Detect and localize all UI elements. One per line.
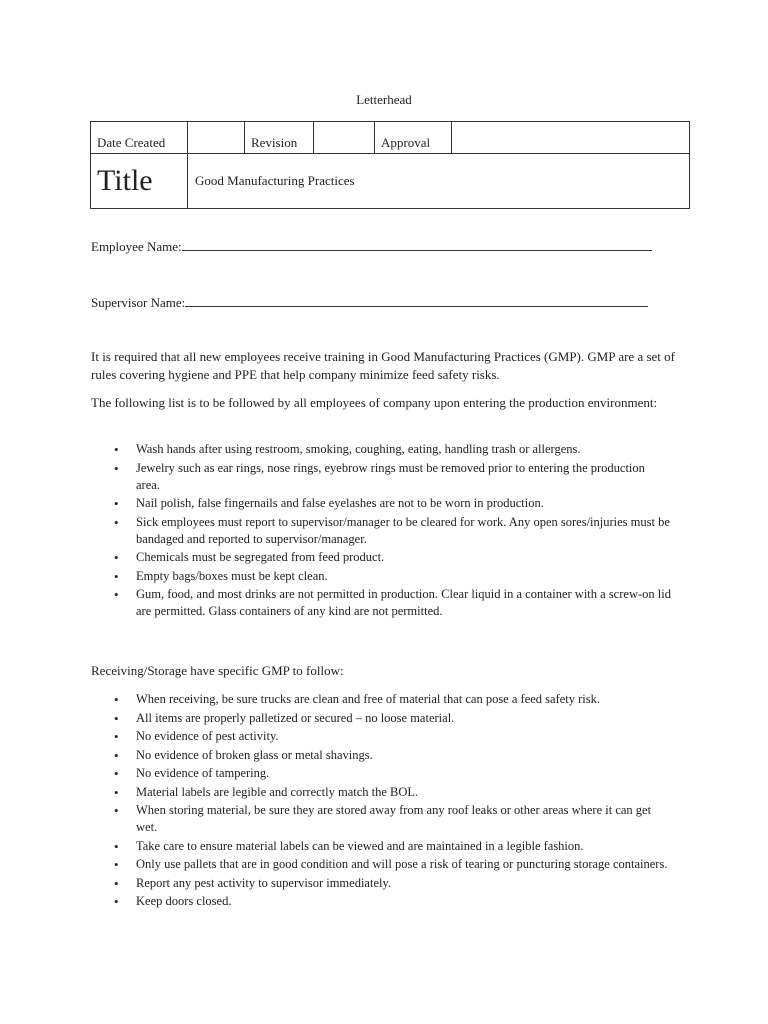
list-intro-paragraph: The following list is to be followed by all employees of company upon entering the production environment: bbox=[91, 395, 658, 410]
receiving-rule-item: • No evidence of broken glass or metal shavings. bbox=[91, 747, 671, 764]
employee-name-field bbox=[91, 238, 652, 255]
receiving-rule-item: • When receiving, be sure trucks are clean and free of material that can pose a feed safety risk. bbox=[91, 691, 671, 708]
receiving-rule-item: • Take care to ensure material labels can be viewed and are maintained in a legible fashion. bbox=[91, 838, 671, 855]
receiving-rule-item: • Material labels are legible and correctly match the BOL. bbox=[91, 784, 671, 801]
title-label: Title bbox=[91, 153, 188, 209]
general-rule-item: • Jewelry such as ear rings, nose rings, eyebrow rings must be removed prior to entering the production area. bbox=[91, 460, 671, 494]
header-table bbox=[90, 121, 690, 209]
general-rule-item: • Chemicals must be segregated from feed product. bbox=[91, 549, 671, 566]
receiving-rule-item: • No evidence of tampering. bbox=[91, 765, 671, 782]
employee-name-label: Employee Name: bbox=[91, 239, 182, 254]
general-rule-item: • Gum, food, and most drinks are not permitted in production. Clear liquid in a container with a screw-on lid are permitted. Glass containers of any kind are not permitted. bbox=[91, 586, 671, 620]
revision-value bbox=[314, 122, 374, 153]
revision-label: Revision bbox=[251, 135, 298, 150]
letterhead: Letterhead bbox=[356, 92, 412, 107]
general-rule-item: • Wash hands after using restroom, smoking, coughing, eating, handling trash or allergens. bbox=[91, 441, 671, 458]
approval-value bbox=[452, 122, 689, 153]
date-created-value bbox=[188, 122, 244, 153]
receiving-rule-item: • When storing material, be sure they are stored away from any roof leaks or other areas where it can get wet. bbox=[91, 802, 671, 836]
general-rules-list bbox=[91, 441, 671, 622]
employee-name-line[interactable] bbox=[182, 238, 652, 251]
receiving-rule-item: • Report any pest activity to supervisor immediately. bbox=[91, 875, 671, 892]
title-value: Good Manufacturing Practices bbox=[195, 173, 355, 188]
supervisor-name-label: Supervisor Name: bbox=[91, 295, 186, 310]
receiving-rule-item: • Keep doors closed. bbox=[91, 893, 671, 910]
receiving-intro-paragraph: Receiving/Storage have specific GMP to follow: bbox=[91, 663, 344, 678]
receiving-rule-item: • No evidence of pest activity. bbox=[91, 728, 671, 745]
header-row-meta bbox=[91, 122, 689, 154]
approval-label: Approval bbox=[381, 135, 431, 150]
supervisor-name-line[interactable] bbox=[185, 294, 648, 307]
general-rule-item: • Sick employees must report to supervisor/manager to be cleared for work. Any open sores/injuries must be bandaged and reported to supervisor/manager. bbox=[91, 514, 671, 548]
receiving-rule-item: • Only use pallets that are in good condition and will pose a risk of tearing or puncturing storage containers. bbox=[91, 856, 671, 873]
intro-paragraph: It is required that all new employees receive training in Good Manufacturing Practices (GMP). GMP are a set of rules covering hygiene and PPE that help company minimize feed safety risks. bbox=[91, 349, 675, 382]
general-rule-item: • Empty bags/boxes must be kept clean. bbox=[91, 568, 671, 585]
header-row-title bbox=[91, 153, 689, 209]
date-created-label: Date Created bbox=[97, 135, 166, 150]
receiving-rule-item: • All items are properly palletized or secured – no loose material. bbox=[91, 710, 671, 727]
supervisor-name-field bbox=[91, 294, 648, 311]
receiving-rules-list bbox=[91, 691, 671, 912]
general-rule-item: • Nail polish, false fingernails and false eyelashes are not to be worn in production. bbox=[91, 495, 671, 512]
